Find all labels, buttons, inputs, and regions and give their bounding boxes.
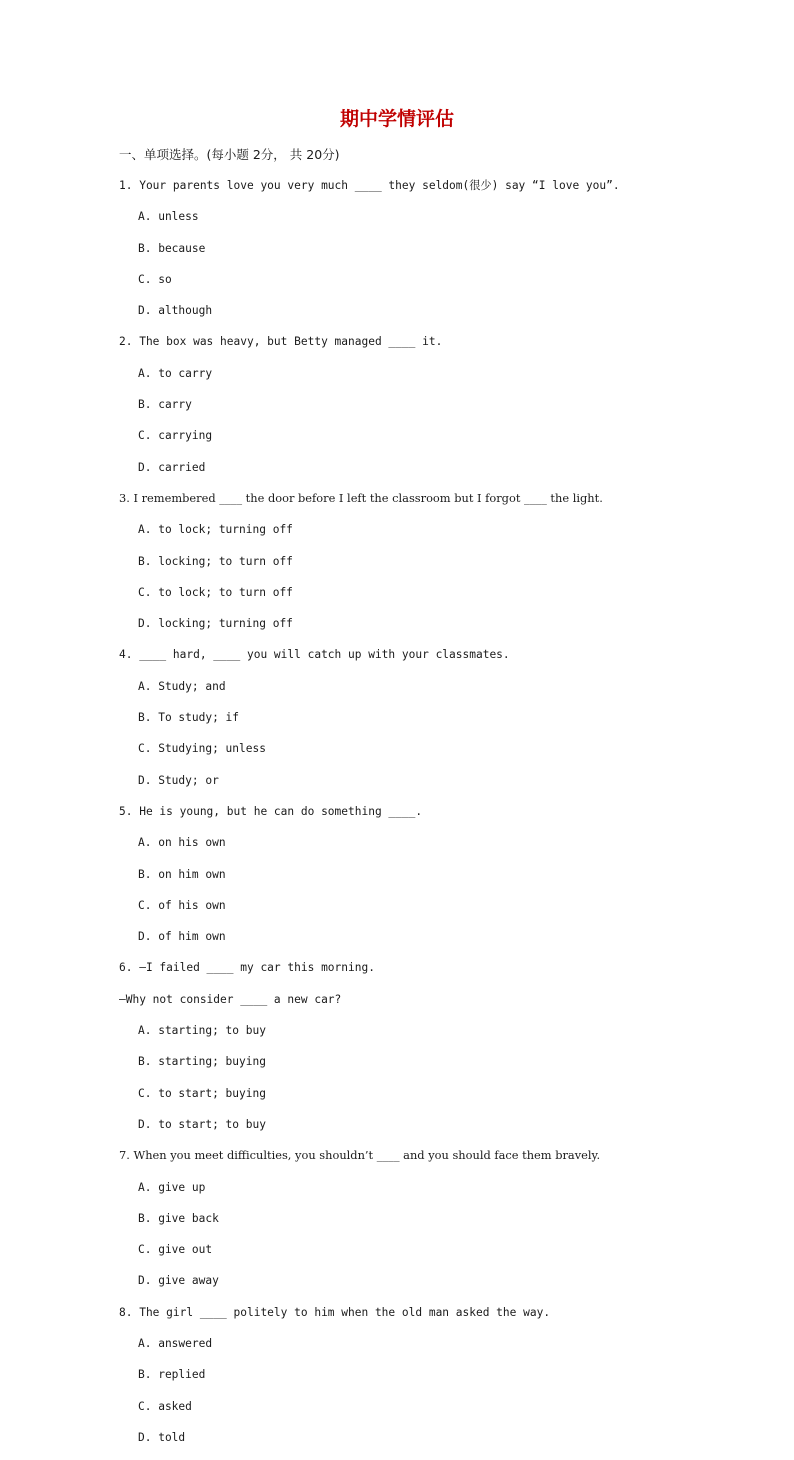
option-d: D. to start; to buy	[138, 1117, 266, 1131]
option-a: A. unless	[138, 210, 199, 224]
question-4	[119, 646, 679, 802]
option-list	[119, 1179, 679, 1304]
option-d: D. although	[138, 304, 213, 318]
option-d: D. Study; or	[138, 773, 219, 787]
question-list	[119, 177, 679, 1460]
option-list	[119, 208, 679, 333]
question-7	[119, 1147, 679, 1303]
question-5	[119, 803, 679, 959]
option-b: B. replied	[138, 1368, 206, 1382]
option-a: A. give up	[138, 1180, 206, 1194]
option-c: C. give out	[138, 1243, 213, 1257]
option-d: D. locking; turning off	[138, 617, 293, 631]
option-list	[119, 521, 679, 646]
question-stem: 1. Your parents love you very much ____ they seldom(很少) say “I love you”.	[119, 179, 620, 192]
option-a: A. Study; and	[138, 679, 226, 693]
option-d: D. told	[138, 1430, 186, 1444]
option-c: C. so	[138, 272, 172, 286]
option-c: C. carrying	[138, 429, 213, 443]
question-3	[119, 490, 679, 646]
option-list	[119, 1022, 679, 1147]
question-1	[119, 177, 679, 333]
option-a: A. on his own	[138, 836, 226, 850]
question-6	[119, 959, 679, 1147]
option-c: C. of his own	[138, 898, 226, 912]
option-c: C. asked	[138, 1399, 192, 1413]
question-stem: 8. The girl ____ politely to him when the old man asked the way.	[119, 1305, 551, 1319]
question-stem: 5. He is young, but he can do something ____.	[119, 804, 423, 818]
option-a: A. starting; to buy	[138, 1024, 266, 1038]
option-list	[119, 365, 679, 490]
section-heading: 一、单项选择。(每小题 2分， 共 20分)	[119, 147, 340, 162]
option-b: B. carry	[138, 398, 192, 412]
question-stem: 3. I remembered ____ the door before I left the classroom but I forgot ____ the light.	[119, 490, 603, 505]
option-b: B. To study; if	[138, 711, 240, 725]
option-b: B. on him own	[138, 867, 226, 881]
question-8	[119, 1304, 679, 1460]
question-2	[119, 333, 679, 489]
question-stem: 7. When you meet difficulties, you shouldn’t ____ and you should face them bravely.	[119, 1148, 601, 1163]
option-b: B. locking; to turn off	[138, 554, 293, 568]
option-a: A. to lock; turning off	[138, 523, 293, 537]
option-b: B. because	[138, 241, 206, 255]
option-list	[119, 834, 679, 959]
question-stem: 4. ____ hard, ____ you will catch up with your classmates.	[119, 648, 510, 662]
question-stem: 2. The box was heavy, but Betty managed ____ it.	[119, 335, 443, 349]
question-stem-reply: —Why not consider ____ a new car?	[119, 992, 342, 1006]
option-c: C. Studying; unless	[138, 742, 266, 756]
option-list	[119, 1335, 679, 1460]
option-d: D. carried	[138, 460, 206, 474]
option-a: A. to carry	[138, 366, 213, 380]
option-c: C. to lock; to turn off	[138, 585, 293, 599]
option-c: C. to start; buying	[138, 1086, 266, 1100]
option-b: B. starting; buying	[138, 1055, 266, 1069]
option-list	[119, 678, 679, 803]
option-a: A. answered	[138, 1336, 213, 1350]
question-stem: 6. —I failed ____ my car this morning.	[119, 961, 375, 975]
option-b: B. give back	[138, 1211, 219, 1225]
page-title: 期中学情评估	[339, 108, 454, 130]
option-d: D. give away	[138, 1274, 219, 1288]
option-d: D. of him own	[138, 930, 226, 944]
